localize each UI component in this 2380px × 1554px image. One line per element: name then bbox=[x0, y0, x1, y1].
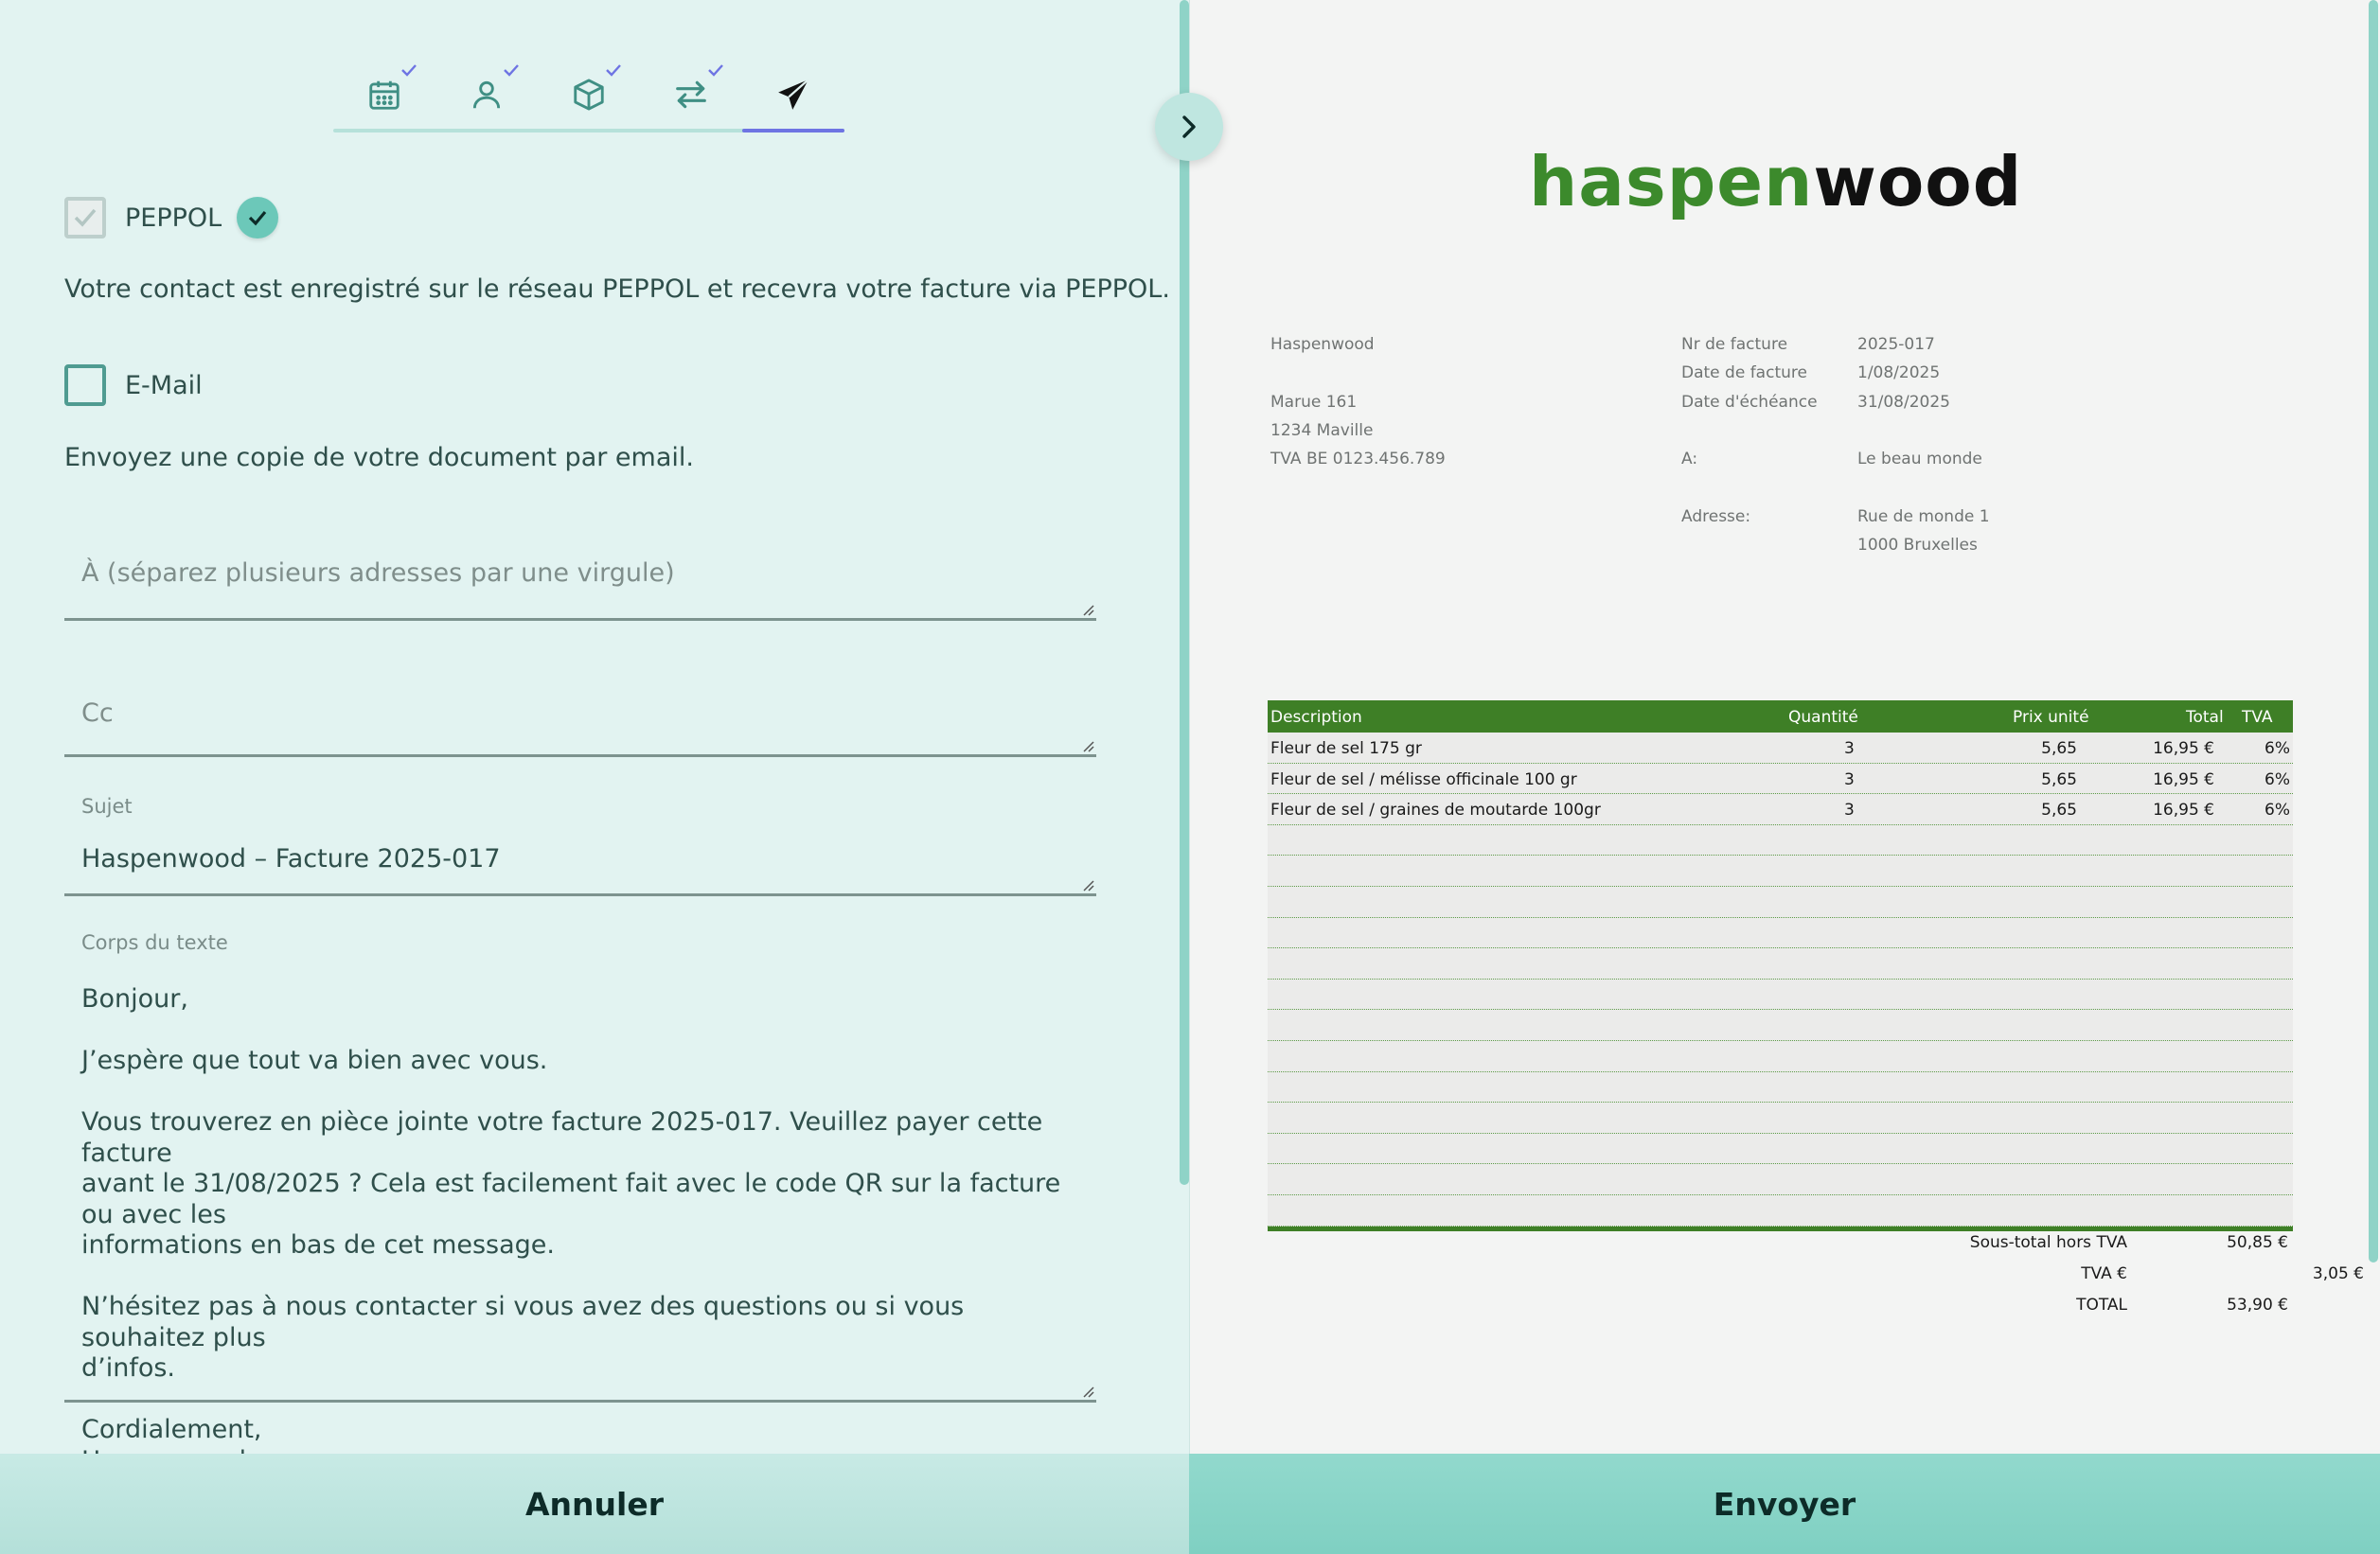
item-unit-price: 5,65 bbox=[2041, 769, 2077, 789]
column-header: Prix unité bbox=[2013, 708, 2089, 727]
grand-total-value: 53,90 € bbox=[2227, 1296, 2288, 1315]
check-icon bbox=[400, 62, 418, 78]
seller-name: Haspenwood bbox=[1270, 335, 1375, 354]
peppol-checkbox[interactable] bbox=[64, 197, 106, 238]
table-row-empty bbox=[1268, 918, 2293, 949]
transfer-icon bbox=[673, 77, 709, 113]
recipient-label: A: bbox=[1681, 450, 1698, 468]
table-row bbox=[1268, 733, 2293, 764]
item-unit-price: 5,65 bbox=[2041, 739, 2077, 758]
email-checkbox[interactable] bbox=[64, 364, 106, 406]
column-header: Total bbox=[2186, 708, 2224, 727]
resize-handle-icon[interactable] bbox=[1079, 1383, 1094, 1398]
address-line1: Rue de monde 1 bbox=[1857, 507, 1990, 526]
send-button[interactable]: Envoyer bbox=[1189, 1454, 2380, 1554]
table-header bbox=[1268, 700, 2293, 733]
table-row-empty bbox=[1268, 1134, 2293, 1165]
email-description: Envoyez une copie de votre document par email. bbox=[64, 443, 694, 472]
subtotal-value: 50,85 € bbox=[2227, 1233, 2288, 1252]
resize-handle-icon[interactable] bbox=[1079, 737, 1094, 752]
table-row-empty bbox=[1268, 1010, 2293, 1041]
invoice-date-label: Date de facture bbox=[1681, 363, 1807, 382]
column-header: TVA bbox=[2242, 708, 2273, 727]
table-footer-line bbox=[1268, 1227, 2293, 1231]
company-logo: haspenwood bbox=[1529, 142, 2023, 221]
peppol-verified-badge bbox=[237, 197, 278, 238]
table-row-empty bbox=[1268, 887, 2293, 918]
email-subject-value: Haspenwood – Facture 2025-017 bbox=[81, 844, 501, 874]
user-icon bbox=[469, 77, 505, 113]
table-row-empty bbox=[1268, 948, 2293, 980]
table-row bbox=[1268, 764, 2293, 795]
column-header: Quantité bbox=[1788, 708, 1858, 727]
invoice-number-label: Nr de facture bbox=[1681, 335, 1788, 354]
vat-total-value: 3,05 € bbox=[2312, 1264, 2364, 1283]
seller-vat: TVA BE 0123.456.789 bbox=[1270, 450, 1446, 468]
email-label: E-Mail bbox=[125, 370, 203, 400]
email-subject-label: Sujet bbox=[81, 795, 133, 818]
email-to-placeholder: À (séparez plusieurs adresses par une virgule) bbox=[81, 558, 675, 588]
email-body-value: Bonjour, J’espère que tout va bien avec vous. Vous trouverez en pièce jointe votre facture 2025-017. Veuillez payer cette facture avant le 31/08/2025 ? Cela est facilement fait avec le code QR sur la facture ou avec les informations en bas de cet message. N’hésitez pas à nous contacter si vous avez des questions ou si vous souhaitez plus d’infos. Cordialement, bbox=[81, 984, 1061, 1444]
resize-handle-icon[interactable] bbox=[1079, 601, 1094, 616]
item-unit-price: 5,65 bbox=[2041, 801, 2077, 821]
table-row-empty bbox=[1268, 1041, 2293, 1072]
box-icon bbox=[571, 77, 607, 113]
chevron-right-icon bbox=[1177, 113, 1201, 141]
table-row-empty bbox=[1268, 856, 2293, 887]
peppol-description: Votre contact est enregistré sur le réseau PEPPOL et recevra votre facture via PEPPOL. bbox=[64, 274, 1170, 304]
check-icon bbox=[73, 207, 98, 228]
item-vat: 6% bbox=[2265, 739, 2290, 758]
invoice-date-value: 1/08/2025 bbox=[1857, 363, 1941, 382]
left-scrollbar[interactable] bbox=[1180, 0, 1189, 1185]
item-total: 16,95 € bbox=[2153, 801, 2214, 821]
calendar-icon bbox=[366, 77, 402, 113]
steps-active-indicator bbox=[742, 129, 844, 132]
toggle-preview-button[interactable] bbox=[1155, 93, 1223, 161]
check-icon bbox=[604, 62, 623, 78]
check-icon bbox=[247, 209, 268, 226]
email-cc-placeholder: Cc bbox=[81, 698, 114, 728]
address-label: Adresse: bbox=[1681, 507, 1751, 526]
send-panel bbox=[0, 0, 1178, 1454]
email-subject-field[interactable] bbox=[64, 786, 1096, 896]
step-tab-transfer[interactable] bbox=[640, 61, 742, 129]
invoice-number-value: 2025-017 bbox=[1857, 335, 1935, 354]
vat-total-label: TVA € bbox=[2081, 1264, 2127, 1283]
item-vat: 6% bbox=[2265, 801, 2290, 821]
invoice-due-value: 31/08/2025 bbox=[1857, 393, 1950, 412]
table-row-empty bbox=[1268, 1072, 2293, 1104]
email-body-label: Corps du texte bbox=[81, 931, 228, 954]
seller-street: Marue 161 bbox=[1270, 393, 1358, 412]
item-total: 16,95 € bbox=[2153, 769, 2214, 789]
invoice-due-label: Date d'échéance bbox=[1681, 393, 1818, 412]
step-tabs bbox=[333, 61, 844, 132]
item-quantity: 3 bbox=[1844, 769, 1855, 789]
send-icon bbox=[775, 77, 811, 113]
table-row-empty bbox=[1268, 980, 2293, 1011]
item-description: Fleur de sel / graines de moutarde 100gr bbox=[1270, 801, 1601, 821]
table-row-empty bbox=[1268, 825, 2293, 856]
email-option bbox=[64, 364, 203, 406]
subtotal-label: Sous-total hors TVA bbox=[1969, 1233, 2127, 1252]
item-description: Fleur de sel / mélisse officinale 100 gr bbox=[1270, 769, 1577, 789]
item-vat: 6% bbox=[2265, 769, 2290, 789]
table-row-empty bbox=[1268, 1164, 2293, 1195]
resize-handle-icon[interactable] bbox=[1079, 876, 1094, 892]
step-tab-contact[interactable] bbox=[435, 61, 538, 129]
item-description: Fleur de sel 175 gr bbox=[1270, 739, 1422, 758]
column-header: Description bbox=[1270, 708, 1362, 727]
preview-scrollbar[interactable] bbox=[2369, 0, 2378, 1263]
cancel-button[interactable]: Annuler bbox=[0, 1454, 1189, 1554]
table-row-empty bbox=[1268, 1103, 2293, 1134]
email-body-field[interactable] bbox=[64, 924, 1096, 1444]
item-quantity: 3 bbox=[1844, 739, 1855, 758]
address-line2: 1000 Bruxelles bbox=[1857, 536, 1978, 555]
item-total: 16,95 € bbox=[2153, 739, 2214, 758]
check-icon bbox=[706, 62, 725, 78]
table-body bbox=[1268, 733, 2293, 1227]
email-to-field[interactable] bbox=[64, 511, 1096, 621]
peppol-option bbox=[64, 197, 278, 238]
seller-city: 1234 Maville bbox=[1270, 421, 1374, 440]
item-quantity: 3 bbox=[1844, 801, 1855, 821]
table-row bbox=[1268, 794, 2293, 825]
email-cc-field[interactable] bbox=[64, 653, 1096, 757]
peppol-label: PEPPOL bbox=[125, 203, 222, 233]
step-tab-date[interactable] bbox=[333, 61, 435, 129]
grand-total-label: TOTAL bbox=[2076, 1296, 2127, 1315]
invoice-items-table bbox=[1268, 700, 2293, 1231]
invoice-preview bbox=[1190, 0, 2380, 1454]
table-row-empty bbox=[1268, 1195, 2293, 1227]
step-tab-products[interactable] bbox=[538, 61, 640, 129]
recipient-value: Le beau monde bbox=[1857, 450, 1982, 468]
step-tab-send[interactable] bbox=[742, 61, 844, 129]
check-icon bbox=[502, 62, 521, 78]
